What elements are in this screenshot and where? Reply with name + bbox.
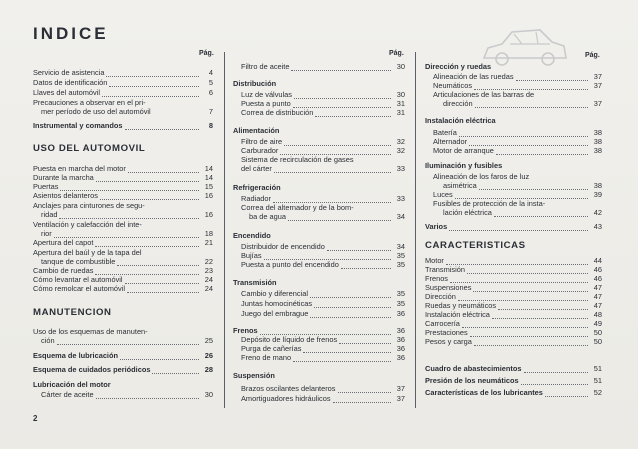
index-entry — [233, 344, 405, 353]
leader-dots — [291, 64, 391, 71]
entry-title: Juntas homocinéticas — [241, 299, 313, 308]
section-heading-caracteristicas: CARACTERISTICAS — [425, 240, 526, 251]
index-entry — [425, 328, 602, 337]
entry-title: Radiador — [241, 194, 271, 203]
section-heading-manutencion: MANUTENCION — [33, 307, 112, 318]
index-entry-line: Ventilación y calefacción del inte- — [33, 220, 142, 229]
index-entry — [425, 292, 602, 301]
entry-page: 51 — [593, 364, 602, 373]
entry-page: 35 — [396, 260, 405, 269]
entry-page: 30 — [396, 90, 405, 99]
index-entry — [425, 337, 602, 346]
index-entry — [33, 88, 213, 97]
index-entry — [425, 181, 602, 190]
entry-page: 21 — [204, 238, 213, 247]
entry-page: 43 — [593, 222, 602, 231]
index-entry — [33, 121, 213, 130]
entry-page: 34 — [396, 212, 405, 221]
entry-title: lación eléctrica — [443, 208, 492, 217]
leader-dots — [125, 123, 199, 130]
index-entry-line: Precauciones a observar en el pri- — [33, 98, 146, 107]
index-entry — [233, 146, 405, 155]
index-entry — [425, 72, 602, 81]
entry-page: 47 — [593, 283, 602, 292]
entry-page: 30 — [396, 62, 405, 71]
leader-dots — [474, 339, 588, 346]
column-divider-2 — [415, 52, 416, 408]
index-entry — [233, 90, 405, 99]
entry-title: Cómo remolcar el automóvil — [33, 284, 126, 293]
index-entry — [233, 99, 405, 108]
leader-dots — [475, 101, 588, 108]
leader-dots — [327, 244, 391, 251]
subsection-heading: Encendido — [233, 231, 271, 240]
entry-page: 8 — [208, 121, 213, 130]
index-entry — [425, 319, 602, 328]
entry-page: 49 — [593, 319, 602, 328]
leader-dots — [470, 330, 588, 337]
entry-title: Cuadro de abastecimientos — [425, 364, 522, 373]
leader-dots — [521, 378, 588, 385]
entry-title: Instrumental y comandos — [33, 121, 123, 130]
index-entry-line: Alineación de los faros de luz — [433, 172, 530, 181]
leader-dots — [469, 139, 588, 146]
entry-title: Transmisión — [425, 265, 465, 274]
entry-title: mer período de uso del automóvil — [41, 107, 151, 116]
leader-dots — [102, 90, 199, 97]
leader-dots — [473, 285, 588, 292]
index-entry — [425, 376, 602, 385]
entry-page: 31 — [396, 108, 405, 117]
leader-dots — [446, 258, 588, 265]
page-column-header: Pág. — [389, 50, 404, 57]
index-entry-line: Articulaciones de las barras de — [433, 90, 535, 99]
index-entry — [33, 107, 213, 116]
leader-dots — [341, 262, 391, 269]
entry-title: ción — [41, 336, 55, 345]
entry-title: Asientos delanteros — [33, 191, 98, 200]
index-entry — [233, 394, 405, 403]
entry-page: 50 — [593, 328, 602, 337]
index-entry — [425, 190, 602, 199]
entry-page: 34 — [396, 242, 405, 251]
page-column-header: Pág. — [585, 52, 600, 59]
leader-dots — [293, 355, 391, 362]
entry-title: Servicio de asistencia — [33, 68, 105, 77]
subsection-heading: Refrigeración — [233, 183, 281, 192]
entry-page: 4 — [208, 68, 213, 77]
entry-title: Luces — [433, 190, 453, 199]
entry-title: Pesos y carga — [425, 337, 472, 346]
entry-page: 5 — [208, 78, 213, 87]
index-entry — [33, 68, 213, 77]
subsection-heading: Suspensión — [233, 371, 275, 380]
entry-title: Cambio de ruedas — [33, 266, 94, 275]
entry-title: ba de agua — [249, 212, 286, 221]
index-entry-line: Anclajes para cinturones de segu- — [33, 201, 145, 210]
entry-title: Presión de los neumáticos — [425, 376, 519, 385]
index-entry-line: Sistema de recirculación de gases — [241, 155, 354, 164]
index-entry — [33, 275, 213, 284]
leader-dots — [128, 166, 199, 173]
index-entry — [233, 335, 405, 344]
index-entry — [425, 310, 602, 319]
leader-dots — [96, 392, 199, 399]
entry-page: 36 — [396, 344, 405, 353]
leader-dots — [492, 312, 588, 319]
entry-title: del cárter — [241, 164, 272, 173]
entry-title: Distribuidor de encendido — [241, 242, 325, 251]
leader-dots — [310, 291, 391, 298]
leader-dots — [264, 253, 391, 260]
entry-title: Apertura del capot — [33, 238, 94, 247]
index-entry — [425, 274, 602, 283]
entry-title: Freno de mano — [241, 353, 292, 362]
entry-page: 50 — [593, 337, 602, 346]
entry-page: 26 — [204, 351, 213, 360]
leader-dots — [96, 175, 199, 182]
entry-page: 42 — [593, 208, 602, 217]
index-entry — [233, 164, 405, 173]
index-entry — [425, 301, 602, 310]
entry-page: 14 — [204, 164, 213, 173]
entry-page: 52 — [593, 388, 602, 397]
entry-title: Suspensiones — [425, 283, 472, 292]
entry-page: 14 — [204, 173, 213, 182]
entry-title: Varios — [425, 222, 448, 231]
leader-dots — [338, 386, 392, 393]
entry-title: Amortiguadores hidráulicos — [241, 394, 331, 403]
index-entry — [33, 390, 213, 399]
page-column-header: Pág. — [199, 50, 214, 57]
entry-title: dirección — [443, 99, 473, 108]
entry-page: 48 — [593, 310, 602, 319]
entry-page: 25 — [204, 336, 213, 345]
leader-dots — [455, 192, 588, 199]
index-entry — [33, 78, 213, 87]
entry-title: Carrocería — [425, 319, 460, 328]
section-heading-uso: USO DEL AUTOMOVIL — [33, 143, 146, 154]
entry-page: 39 — [593, 190, 602, 199]
index-entry — [33, 229, 213, 238]
entry-title: Cambio y diferencial — [241, 289, 308, 298]
entry-title: Brazos oscilantes delanteros — [241, 384, 336, 393]
index-entry — [233, 260, 405, 269]
index-entry — [233, 299, 405, 308]
entry-title: Dirección — [425, 292, 456, 301]
index-entry — [233, 353, 405, 362]
leader-dots — [260, 328, 391, 335]
index-entry — [233, 289, 405, 298]
leader-dots — [125, 277, 199, 284]
leader-dots — [516, 74, 588, 81]
entry-title: Puesta a punto del encendido — [241, 260, 339, 269]
entry-page: 37 — [593, 72, 602, 81]
entry-title: Características de los lubricantes — [425, 388, 543, 397]
leader-dots — [54, 231, 199, 238]
index-entry — [233, 137, 405, 146]
page-title: INDICE — [33, 24, 109, 43]
entry-page: 24 — [204, 284, 213, 293]
leader-space — [153, 110, 199, 116]
entry-title: Juego del embrague — [241, 309, 309, 318]
entry-title: Alternador — [433, 137, 468, 146]
index-entry — [233, 326, 405, 335]
index-entry — [425, 81, 602, 90]
index-entry — [33, 210, 213, 219]
leader-dots — [284, 139, 391, 146]
entry-page: 28 — [204, 365, 213, 374]
entry-page: 7 — [208, 107, 213, 116]
index-entry-line: Fusibles de protección de la insta- — [433, 199, 546, 208]
index-entry — [33, 365, 213, 374]
leader-dots — [127, 286, 199, 293]
entry-page: 46 — [593, 265, 602, 274]
index-entry-line: Lubricación del motor — [33, 380, 111, 389]
entry-page: 36 — [396, 353, 405, 362]
leader-dots — [524, 366, 588, 373]
entry-page: 33 — [396, 164, 405, 173]
entry-page: 51 — [593, 376, 602, 385]
leader-dots — [273, 196, 391, 203]
leader-dots — [315, 110, 391, 117]
index-entry — [425, 283, 602, 292]
leader-dots — [117, 259, 199, 266]
entry-page: 46 — [593, 274, 602, 283]
entry-title: Motor — [425, 256, 444, 265]
index-entry-line: Apertura del baúl y de la tapa del — [33, 248, 142, 257]
leader-dots — [59, 212, 199, 219]
entry-page: 35 — [396, 299, 405, 308]
index-entry — [425, 256, 602, 265]
entry-page: 32 — [396, 137, 405, 146]
entry-title: Esquema de lubricación — [33, 351, 119, 360]
entry-page: 37 — [593, 99, 602, 108]
entry-page: 16 — [204, 191, 213, 200]
entry-title: Frenos — [233, 326, 258, 335]
entry-page: 30 — [204, 390, 213, 399]
entry-title: Cómo levantar el automóvil — [33, 275, 123, 284]
leader-dots — [467, 267, 588, 274]
entry-page: 22 — [204, 257, 213, 266]
entry-page: 38 — [593, 137, 602, 146]
entry-title: Motor de arranque — [433, 146, 494, 155]
index-entry — [425, 128, 602, 137]
leader-dots — [450, 276, 588, 283]
entry-title: asimétrica — [443, 181, 477, 190]
index-entry — [425, 265, 602, 274]
entry-page: 31 — [396, 99, 405, 108]
leader-dots — [293, 101, 391, 108]
entry-title: Luz de válvulas — [241, 90, 292, 99]
entry-title: Puesta en marcha del motor — [33, 164, 126, 173]
index-entry — [33, 336, 213, 345]
leader-dots — [280, 148, 391, 155]
entry-page: 35 — [396, 289, 405, 298]
entry-title: Depósito de líquido de frenos — [241, 335, 338, 344]
entry-title: Correa de distribución — [241, 108, 314, 117]
entry-title: Puertas — [33, 182, 59, 191]
leader-dots — [462, 321, 588, 328]
entry-title: Ruedas y neumáticos — [425, 301, 497, 310]
entry-page: 15 — [204, 182, 213, 191]
index-entry — [33, 284, 213, 293]
index-entry — [425, 364, 602, 373]
leader-dots — [288, 214, 391, 221]
subsection-heading: Transmisión — [233, 278, 277, 287]
page-number: 2 — [33, 414, 38, 423]
leader-dots — [152, 367, 199, 374]
leader-dots — [449, 224, 588, 231]
index-entry — [233, 309, 405, 318]
index-entry — [233, 242, 405, 251]
index-entry — [33, 257, 213, 266]
entry-title: rior — [41, 229, 52, 238]
entry-title: ridad — [41, 210, 58, 219]
index-entry — [233, 108, 405, 117]
leader-dots — [95, 268, 199, 275]
leader-dots — [333, 396, 391, 403]
entry-title: Filtro de aire — [241, 137, 283, 146]
index-entry — [425, 208, 602, 217]
index-entry — [33, 351, 213, 360]
entry-page: 36 — [396, 326, 405, 335]
column-divider-1 — [224, 52, 225, 408]
entry-page: 23 — [204, 266, 213, 275]
index-entry — [33, 164, 213, 173]
index-entry-line: Uso de los esquemas de manuten- — [33, 327, 148, 336]
index-entry — [425, 222, 602, 231]
entry-title: Filtro de aceite — [241, 62, 290, 71]
leader-dots — [95, 240, 199, 247]
entry-page: 32 — [396, 146, 405, 155]
leader-dots — [274, 166, 391, 173]
entry-title: Batería — [433, 128, 457, 137]
index-entry — [33, 182, 213, 191]
entry-title: Frenos — [425, 274, 449, 283]
leader-dots — [545, 390, 588, 397]
index-entry — [33, 238, 213, 247]
leader-dots — [106, 70, 199, 77]
index-entry-line: Correa del alternador y de la bom- — [241, 203, 354, 212]
entry-page: 44 — [593, 256, 602, 265]
index-entry — [233, 62, 405, 71]
leader-dots — [57, 338, 199, 345]
entry-page: 47 — [593, 301, 602, 310]
leader-dots — [100, 193, 199, 200]
entry-title: Alineación de las ruedas — [433, 72, 514, 81]
index-entry — [425, 146, 602, 155]
entry-title: Esquema de cuidados periódicos — [33, 365, 151, 374]
index-entry — [233, 212, 405, 221]
subsection-heading: Dirección y ruedas — [425, 62, 492, 71]
leader-dots — [339, 337, 391, 344]
entry-title: Carburador — [241, 146, 279, 155]
index-entry — [233, 251, 405, 260]
entry-page: 6 — [208, 88, 213, 97]
entry-page: 38 — [593, 146, 602, 155]
index-entry — [33, 266, 213, 275]
leader-dots — [458, 294, 588, 301]
entry-title: Puesta a punto — [241, 99, 291, 108]
entry-page: 35 — [396, 251, 405, 260]
index-entry — [33, 191, 213, 200]
subsection-heading: Instalación eléctrica — [425, 116, 496, 125]
entry-title: Datos de identificación — [33, 78, 108, 87]
subsection-heading: Alimentación — [233, 126, 280, 135]
entry-page: 37 — [593, 81, 602, 90]
subsection-heading: Iluminación y fusibles — [425, 161, 503, 170]
leader-dots — [479, 183, 588, 190]
entry-title: Prestaciones — [425, 328, 468, 337]
entry-title: Purga de cañerías — [241, 344, 302, 353]
leader-dots — [310, 311, 391, 318]
entry-page: 38 — [593, 128, 602, 137]
entry-page: 33 — [396, 194, 405, 203]
entry-title: tanque de combustible — [41, 257, 116, 266]
entry-title: Neumáticos — [433, 81, 473, 90]
entry-title: Durante la marcha — [33, 173, 94, 182]
entry-page: 37 — [396, 384, 405, 393]
leader-dots — [494, 210, 588, 217]
index-entry — [233, 194, 405, 203]
entry-page: 36 — [396, 335, 405, 344]
entry-page: 16 — [204, 210, 213, 219]
leader-dots — [60, 184, 199, 191]
leader-dots — [314, 301, 391, 308]
leader-dots — [459, 130, 588, 137]
leader-dots — [498, 303, 588, 310]
leader-dots — [303, 346, 391, 353]
leader-dots — [474, 83, 588, 90]
entry-page: 36 — [396, 309, 405, 318]
index-entry — [425, 388, 602, 397]
index-entry — [33, 173, 213, 182]
entry-page: 24 — [204, 275, 213, 284]
index-entry — [233, 384, 405, 393]
subsection-heading: Distribución — [233, 79, 277, 88]
index-entry — [425, 137, 602, 146]
leader-dots — [294, 92, 391, 99]
entry-page: 18 — [204, 229, 213, 238]
leader-dots — [109, 80, 199, 87]
leader-dots — [120, 353, 199, 360]
leader-dots — [496, 148, 588, 155]
index-entry — [425, 99, 602, 108]
entry-page: 38 — [593, 181, 602, 190]
entry-title: Instalación eléctrica — [425, 310, 490, 319]
entry-title: Llaves del automóvil — [33, 88, 100, 97]
entry-page: 47 — [593, 292, 602, 301]
entry-page: 37 — [396, 394, 405, 403]
entry-title: Cárter de aceite — [41, 390, 94, 399]
entry-title: Bujías — [241, 251, 262, 260]
